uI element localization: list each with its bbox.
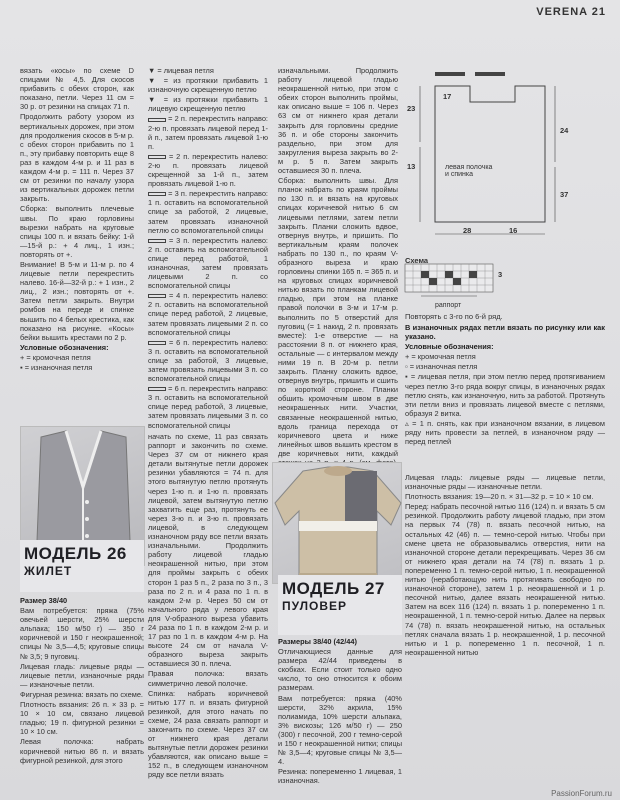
pattern-schema [405,72,605,252]
piece-label: левая полочка и спинка [445,164,493,178]
c1-legend-purl: ▪ = изнаночная петля [20,363,93,372]
column-2 [148,66,268,436]
c2-p6: = 3 п. перекрестить направо: 1 п. оставить на вспомогательной спице за работой, 2 лицевые, затем провязать изнаночной петлю со вспомогательной спицы [148,189,268,235]
model-27-number: МОДЕЛЬ 27 [282,579,385,598]
schema-title: Схема [405,256,429,265]
c1-p4: Внимание! В 5-м и 11-м р. по 4 лицевые петли перекрестить налево. 16-й—32-й р.: + 1 изн., 2 лиц., 2 изн.; повторять от +. Затем петли закрыть. Внутри ромбов на переде и спинке вышить по 4 белых крестика, как показано на рисунке. «Косы» бейки вышить крестами по 2 р. [20,259,134,342]
c3-p1: изначальными. Продолжить работу лицевой гладью неокрашенной нитью, при этом с обеих сторон выполнить проймы, как описано выше = 106 п. Через 63 см от нижнего края детали закрыть для горловины средние 36 п. и обе стороны закончить раздельно, при этом для закругления выреза закрыть во 2-м р. 5 п. Затем закрыть оставшиеся 30 п. плеча. [278,66,398,176]
column-5 [20,596,144,796]
c2-p9: = 6 п. перекрестить налево: 3 п. оставить на вспомогательной спице за работой, 3 лицевые, затем провязать лицевыми 3 п. со вспомогательной спицы [148,337,268,384]
c5-p4: Плотность вязания: 26 п. × 33 р. = 10 × 10 см, связано лицевой гладью; 19 п. фигурной резинки = 10 × 10 см. [20,700,144,737]
c8-l3: ▪ = лицевая петля, при этом петлю перед протягиванием через петлю 3-го ряда вокруг спицы, в изнаночных рядах петлю снять, как изнаночную, нить за работой. Протянуть эти петли вниз и провязать лицевой вместе с петлями, образуя 2 витка. [405,372,605,418]
c1-p3: Сборка: выполнить плечевые швы. По краю горловины вырезки набрать на круговые спицы 100 п. и вязать бейку: 1-й—15-й р.: + 4 лиц., 1 изн.; повторять от +. [20,204,134,259]
c1-p2: Продолжить работу узором из вертикальных дорожек, при этом для продолжения скосов в 5-м р. с обеих сторон прибавить по 1 п., эту прибавку повторить еще 8 раз в каждом 4-м р. и 11 раз в каждом 4-м р. = 111 п. Через 37 см от резинки по началу узора из вертикальных дорожек петли закрыть. [20,112,134,204]
vest-pattern-diagram [405,72,605,252]
c6-p1: Отличающиеся данные для размера 42/44 приведены в скобках. Если стоит только одно число, то оно относится к обоим размерам. [278,647,402,693]
dim-width2: 16 [509,226,518,235]
dim-width1: 28 [463,226,472,235]
column-7 [405,473,605,793]
c5-p1: Вам потребуется: пряжа (75% овечьей шерсти, 25% шерсти альпака; 150 м/50 г) — 350 г коричневой и 150 г неокрашенной; спицы № 3,5—4,5; круговые спицы № 3,5; 9 пуговиц. [20,606,144,661]
dim-side: 24 [560,126,569,135]
rapport-label: раппорт [435,302,462,309]
c2-p8: = 4 п. перекрестить налево: 2 п. оставить на вспомогательной спице перед работой, 2 лицевые, затем провязать лицевыми 2 п. со вспомогательной спицы [148,291,268,337]
column-8 [405,323,605,447]
page-header [536,6,606,18]
model-27-name: ПУЛОВЕР [282,599,348,613]
page-number: 21 [591,6,606,18]
row-number: 3 [498,270,503,279]
c7-p1: Лицевая гладь: лицевые ряды — лицевые петли, изнаночные ряды — изнаночные петли. [405,473,605,492]
model-26-number: МОДЕЛЬ 26 [24,544,127,563]
c1-legend-title: Условные обозначения: [20,342,109,352]
c7-p3: Перед: набрать песочной нитью 116 (124) п. и вязать 5 см резинкой. Продолжить работу лицевой гладью, при этом на первых 74 (78) п. вязать песочной нитью, на остальных 42 (46) п. — темно-серой нитью. Чтобы при смене цвета не образовывались отверстия, нити на изнаночной стороне детали перекрещивать. Через 36 см от нижнего края детали на 74 (78) п. вязать 1 р. попеременно 1 п. темно-серой нитью, 1 п. неокрашенной нитью (неработающую нить протягивать свободно по изнаночной стороне), затем 1 р. неокрашенной и 1 р. песочной нитью, далее вязать неокрашенной нитью. Затем на всех 116 (124) п. вязать 1 р. попеременно 1 п. неокрашенной, 1 п. темно-серой нитью. Далее на первых 74 (78) п. вязать неокрашенной нитью, на остальных петлях сначала вязать 1 р. неокрашенной, 1 р. песочной нитью и 1 р. попеременно 1 п. песочной, 1 п. неокрашенной нитью [405,502,605,657]
c4-p3: Спинка: набрать коричневой нитью 177 п. и вязать фигурной резинкой, для этого начать по схеме, 24 раза связать раппорт и закончить по схеме. Через 37 см от нижнего края детали вытянутые петли дорожек резинки убавляются, как описано выше = 152 п., в следующем изнаночном ряду все петли вязать [148,688,268,780]
c2-p4: = 2 п. перекрестить направо: 2-ю п. провязать лицевой перед 1-й п., затем провязать лицевой 1-ю п. [148,114,268,151]
c1-p1: вязать «косы» по схеме D спицами № 4,5. Для скосов прибавить с обеих сторон, как показано, петли. Через 11 см = 30 р. от резинки на спицах 71 п. [20,66,134,112]
c2-p5: = 2 п. перекрестить налево: 2-ю п. провязать лицевой скрещенной за 1-й п., затем провязать лицевой 1-ю п. [148,151,268,189]
repeat-note: Повторять с 3-го по 6-й ряд. [405,312,503,321]
column-1 [20,66,134,372]
column-4 [148,432,268,792]
c3-p2: Сборка: выполнить швы. Для планок набрать по краям проймы по 130 п. и вязать на круговых спицах коричневой нитью 6 см лицевыми петлями, затем петли закрыть. Планки сложить вдвое, отвернув внутрь, и пришить. По вертикальным краям полочек набрать по 130 п., по краям V-образного выреза и краю горловины спинки 165 п. = 365 п. и на круговых спицах коричневой нитью вязать по планкам лицевой гладью, при этом на планке правой полочки в 3-м и 17-м р. выполнить по 5 отверстий для пуговиц (= 1 накид, 2 п. провязать вместе): 1-е отверстие — на расстоянии 8 п. от нижнего края, остальные — с интервалом между ними 19 п. В 20-м р. петли закрыть. Планку сложить вдвое, отвернув внутрь, пришить и сшить по короткой стороне. Планки обшить кромочным швом в две неокрашенных нити. Участки, связанные неокрашенной нитью, вдоль граница перехода от коричневого цвета и ниже линейных швов вышить крестом в две коричневых нити, каждый [278,176,398,458]
sweater-illustration [273,463,403,585]
c5-p5: Левая полочка: набрать коричневой нитью 86 п. и вязать фигурной резинкой, для этого [20,737,144,765]
c5-p2: Лицевая гладь: лицевые ряды — лицевые петли, изнаночные ряды — изнаночные петли. [20,661,144,689]
dim-top: 17 [443,92,452,101]
magazine-name: VERENA [536,6,588,18]
c8-l4: ▵ = 1 п. снять, как при изнаночном вязании, в лицевом ряду нить провести за петлей, в изнаночном ряду — перед петлей [405,418,605,447]
c2-p3: ▼ = из протяжки прибавить 1 лицевую скрещенную петлю [148,95,268,114]
c6-size: Размеры 38/40 (42/44) [278,637,357,646]
c8-legend-title: Условные обозначения: [405,342,494,352]
dim-mid1: 23 [407,104,416,113]
column-6 [278,637,402,797]
c8-p1: В изнаночных рядах петли вязать по рисунку или как указано. [405,323,605,342]
c5-size: Размер 38/40 [20,596,68,605]
watermark: PassionForum.ru [551,789,612,798]
c7-p2: Плотность вязания: 19—20 п. × 31—32 р. = 10 × 10 см. [405,492,594,502]
dim-bottom: 37 [560,190,569,199]
c5-p3: Фигурная резинка: вязать по схеме. [20,689,143,699]
model-27-title [278,575,402,635]
model-26-name: ЖИЛЕТ [24,564,73,578]
model-26-title [20,540,144,592]
c8-l2: ▫ = изнаночная петля [405,362,478,372]
dim-mid2: 13 [407,162,416,171]
c1-legend-edge: + = кромочная петля [20,352,91,362]
c4-p2: Правая полочка: вязать симметрично левой полочке. [148,669,268,688]
c2-p1: ▼ = лицевая петля [148,66,214,75]
stitch-chart-grid [405,264,493,302]
c2-p2: ▼ = из протяжки прибавить 1 изнаночную скрещенную петлю [148,76,268,95]
c4-p1: начать по схеме, 11 раз связать раппорт и закончить по схеме. Через 37 см от нижнего края детали вытянутые петли дорожек резинки убавляются = 74 п. для этого вытянутую петлю протянуть через 1-ю п. и 1-ю п. провязать лицевой, затем вытянутую петлю захватить еще раз, протянуть ее через 3-ю п. и 3-ю п. провязать лицевой, в следующем изнаночном ряду все петли вязать изначальными. Продолжить работу лицевой гладью неокрашенной нитью, при этом для проймы закрыть с обеих сторон 1 раз 5 п., 2 раза по 3 п., 3 раза по 2 п. и 4 раза по 1 п. в каждом 2-м р. Через 50 см от начального ряда у левого края для V-образного выреза убавить 24 раза по 1 п. в каждом 2-м р. и 17 раз по 1 п. в каждом 4-м р. На высоте 24 см от начала V-образного выреза закрыть оставшиеся 30 п. плеча. [148,432,268,669]
c8-l1: + = кромочная петля [405,352,476,362]
c6-p3: Резинка: попеременно 1 лицевая, 1 изнаночная. [278,767,402,786]
c2-p10: = 6 п. перекрестить направо: 3 п. оставить на вспомогательной спице перед работой, 3 лицевые, затем провязать лицевыми 3 п. со вспомогательной спицы [148,384,268,430]
stitch-chart [405,264,493,302]
c2-p7: = 3 п. перекрестить налево: 2 п. оставить на вспомогательной спице перед работой, 1 изнаночная, затем провязать лицевыми 2 п. со вспомогательной спицы [148,235,268,291]
sweater-photo [272,462,402,584]
c6-p2: Вам потребуется: пряжа (40% шерсти, 32% акрила, 15% полиамида, 10% шерсти альпака, 3% вискозы; 126 м/50 г) — 250 (300) г песочной, 200 г темно-серой и 150 г неокрашенной нитки; спицы № 3,5—4; круговые спицы № 3,5—4. [278,693,402,767]
